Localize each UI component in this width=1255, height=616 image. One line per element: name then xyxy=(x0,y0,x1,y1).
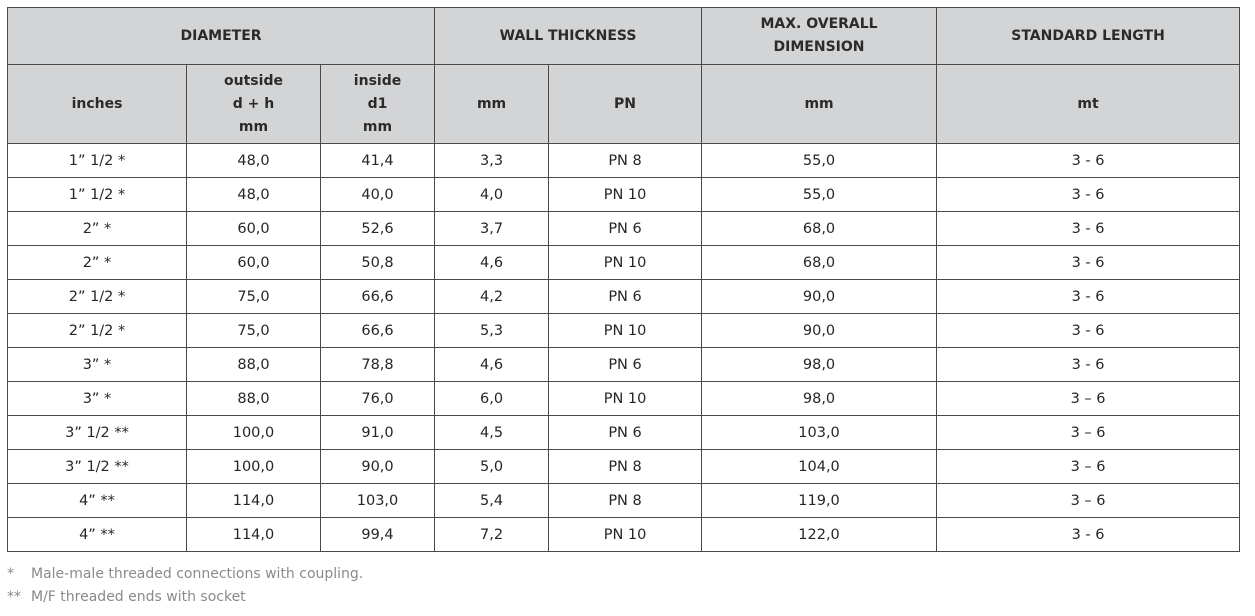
cell-wall-mm: 3,3 xyxy=(435,144,549,178)
cell-standard-length: 3 - 6 xyxy=(937,348,1240,382)
cell-inches: 4” ** xyxy=(8,518,187,552)
cell-max-dimension-mm: 55,0 xyxy=(702,144,937,178)
subheader-inside-line1: inside xyxy=(353,72,402,89)
table-row xyxy=(8,382,1240,416)
cell-outside-mm: 60,0 xyxy=(187,246,321,280)
cell-max-dimension-mm: 104,0 xyxy=(702,450,937,484)
cell-inches: 3” * xyxy=(8,382,187,416)
cell-standard-length: 3 – 6 xyxy=(937,416,1240,450)
cell-inches: 1” 1/2 * xyxy=(8,144,187,178)
cell-wall-mm: 4,2 xyxy=(435,280,549,314)
cell-pn: PN 6 xyxy=(549,416,702,450)
subheader-outside-line1: outside xyxy=(224,72,283,89)
header-diameter: DIAMETER xyxy=(8,8,435,65)
cell-inches: 2” * xyxy=(8,246,187,280)
cell-inside-mm: 103,0 xyxy=(321,484,435,518)
cell-standard-length: 3 - 6 xyxy=(937,212,1240,246)
cell-standard-length: 3 – 6 xyxy=(937,450,1240,484)
cell-standard-length: 3 - 6 xyxy=(937,280,1240,314)
footnote-single-star xyxy=(7,563,363,586)
cell-inside-mm: 66,6 xyxy=(321,314,435,348)
footnote-mark: * xyxy=(7,566,14,582)
header-standard-length: STANDARD LENGTH xyxy=(937,8,1240,65)
cell-inches: 1” 1/2 * xyxy=(8,178,187,212)
cell-max-dimension-mm: 90,0 xyxy=(702,280,937,314)
cell-inside-mm: 50,8 xyxy=(321,246,435,280)
pipe-specification-table xyxy=(7,7,1240,552)
cell-standard-length: 3 - 6 xyxy=(937,246,1240,280)
subheader-pn: PN xyxy=(549,65,702,144)
cell-pn: PN 8 xyxy=(549,450,702,484)
cell-inside-mm: 41,4 xyxy=(321,144,435,178)
cell-inside-mm: 66,6 xyxy=(321,280,435,314)
cell-wall-mm: 6,0 xyxy=(435,382,549,416)
cell-inches: 3” 1/2 ** xyxy=(8,450,187,484)
subheader-wall-mm: mm xyxy=(435,65,549,144)
table-row xyxy=(8,178,1240,212)
cell-outside-mm: 114,0 xyxy=(187,484,321,518)
cell-outside-mm: 75,0 xyxy=(187,314,321,348)
cell-max-dimension-mm: 122,0 xyxy=(702,518,937,552)
subheader-outside xyxy=(187,65,321,144)
cell-max-dimension-mm: 119,0 xyxy=(702,484,937,518)
cell-pn: PN 10 xyxy=(549,178,702,212)
cell-pn: PN 10 xyxy=(549,518,702,552)
cell-outside-mm: 100,0 xyxy=(187,450,321,484)
cell-outside-mm: 100,0 xyxy=(187,416,321,450)
cell-wall-mm: 5,3 xyxy=(435,314,549,348)
table-row xyxy=(8,314,1240,348)
cell-max-dimension-mm: 103,0 xyxy=(702,416,937,450)
table-row xyxy=(8,484,1240,518)
cell-pn: PN 10 xyxy=(549,382,702,416)
cell-max-dimension-mm: 98,0 xyxy=(702,348,937,382)
cell-outside-mm: 75,0 xyxy=(187,280,321,314)
header-max-overall-dimension xyxy=(702,8,937,65)
table-header xyxy=(8,8,1240,144)
cell-pn: PN 6 xyxy=(549,280,702,314)
cell-standard-length: 3 - 6 xyxy=(937,178,1240,212)
table-row xyxy=(8,246,1240,280)
cell-wall-mm: 5,0 xyxy=(435,450,549,484)
cell-inside-mm: 52,6 xyxy=(321,212,435,246)
subheader-inside-line3: mm xyxy=(362,118,393,135)
cell-standard-length: 3 - 6 xyxy=(937,144,1240,178)
subheader-inside-line2: d1 xyxy=(367,95,388,112)
footnote-mark: ** xyxy=(7,589,21,605)
cell-pn: PN 10 xyxy=(549,246,702,280)
cell-standard-length: 3 - 6 xyxy=(937,314,1240,348)
cell-inside-mm: 78,8 xyxy=(321,348,435,382)
cell-inches: 2” * xyxy=(8,212,187,246)
cell-pn: PN 6 xyxy=(549,212,702,246)
cell-standard-length: 3 – 6 xyxy=(937,382,1240,416)
cell-outside-mm: 48,0 xyxy=(187,178,321,212)
subheader-dimension-mm: mm xyxy=(702,65,937,144)
table-body xyxy=(8,144,1240,552)
subheader-length-unit: mt xyxy=(937,65,1240,144)
footnote-text: Male-male threaded connections with coupling. xyxy=(31,566,364,582)
cell-outside-mm: 48,0 xyxy=(187,144,321,178)
cell-inside-mm: 90,0 xyxy=(321,450,435,484)
cell-inches: 3” 1/2 ** xyxy=(8,416,187,450)
cell-standard-length: 3 – 6 xyxy=(937,484,1240,518)
cell-inside-mm: 76,0 xyxy=(321,382,435,416)
cell-wall-mm: 4,0 xyxy=(435,178,549,212)
subheader-inches: inches xyxy=(8,65,187,144)
table-row xyxy=(8,212,1240,246)
header-wall-thickness: WALL THICKNESS xyxy=(435,8,702,65)
table-row xyxy=(8,348,1240,382)
cell-wall-mm: 4,6 xyxy=(435,246,549,280)
table-row xyxy=(8,518,1240,552)
table-row xyxy=(8,416,1240,450)
cell-inches: 2” 1/2 * xyxy=(8,280,187,314)
cell-pn: PN 6 xyxy=(549,348,702,382)
cell-wall-mm: 5,4 xyxy=(435,484,549,518)
cell-pn: PN 8 xyxy=(549,484,702,518)
table-row xyxy=(8,280,1240,314)
cell-wall-mm: 4,6 xyxy=(435,348,549,382)
cell-outside-mm: 114,0 xyxy=(187,518,321,552)
cell-wall-mm: 7,2 xyxy=(435,518,549,552)
cell-inches: 4” ** xyxy=(8,484,187,518)
header-max-overall-line1: MAX. OVERALL xyxy=(760,16,878,32)
cell-max-dimension-mm: 68,0 xyxy=(702,246,937,280)
cell-inside-mm: 91,0 xyxy=(321,416,435,450)
cell-pn: PN 8 xyxy=(549,144,702,178)
cell-standard-length: 3 - 6 xyxy=(937,518,1240,552)
cell-outside-mm: 60,0 xyxy=(187,212,321,246)
cell-wall-mm: 3,7 xyxy=(435,212,549,246)
cell-wall-mm: 4,5 xyxy=(435,416,549,450)
header-max-overall-line2: DIMENSION xyxy=(773,39,865,55)
footnote-double-star xyxy=(7,586,363,609)
cell-pn: PN 10 xyxy=(549,314,702,348)
cell-max-dimension-mm: 68,0 xyxy=(702,212,937,246)
header-sub-row xyxy=(8,65,1240,144)
cell-inches: 2” 1/2 * xyxy=(8,314,187,348)
cell-inside-mm: 99,4 xyxy=(321,518,435,552)
cell-inside-mm: 40,0 xyxy=(321,178,435,212)
subheader-inside xyxy=(321,65,435,144)
table-row xyxy=(8,450,1240,484)
subheader-outside-line2: d + h xyxy=(232,95,275,112)
cell-max-dimension-mm: 98,0 xyxy=(702,382,937,416)
cell-outside-mm: 88,0 xyxy=(187,382,321,416)
cell-inches: 3” * xyxy=(8,348,187,382)
table-row xyxy=(8,144,1240,178)
header-group-row xyxy=(8,8,1240,65)
footnote-text: M/F threaded ends with socket xyxy=(31,589,246,605)
footnotes xyxy=(7,563,363,609)
cell-max-dimension-mm: 90,0 xyxy=(702,314,937,348)
cell-max-dimension-mm: 55,0 xyxy=(702,178,937,212)
subheader-outside-line3: mm xyxy=(238,118,269,135)
cell-outside-mm: 88,0 xyxy=(187,348,321,382)
